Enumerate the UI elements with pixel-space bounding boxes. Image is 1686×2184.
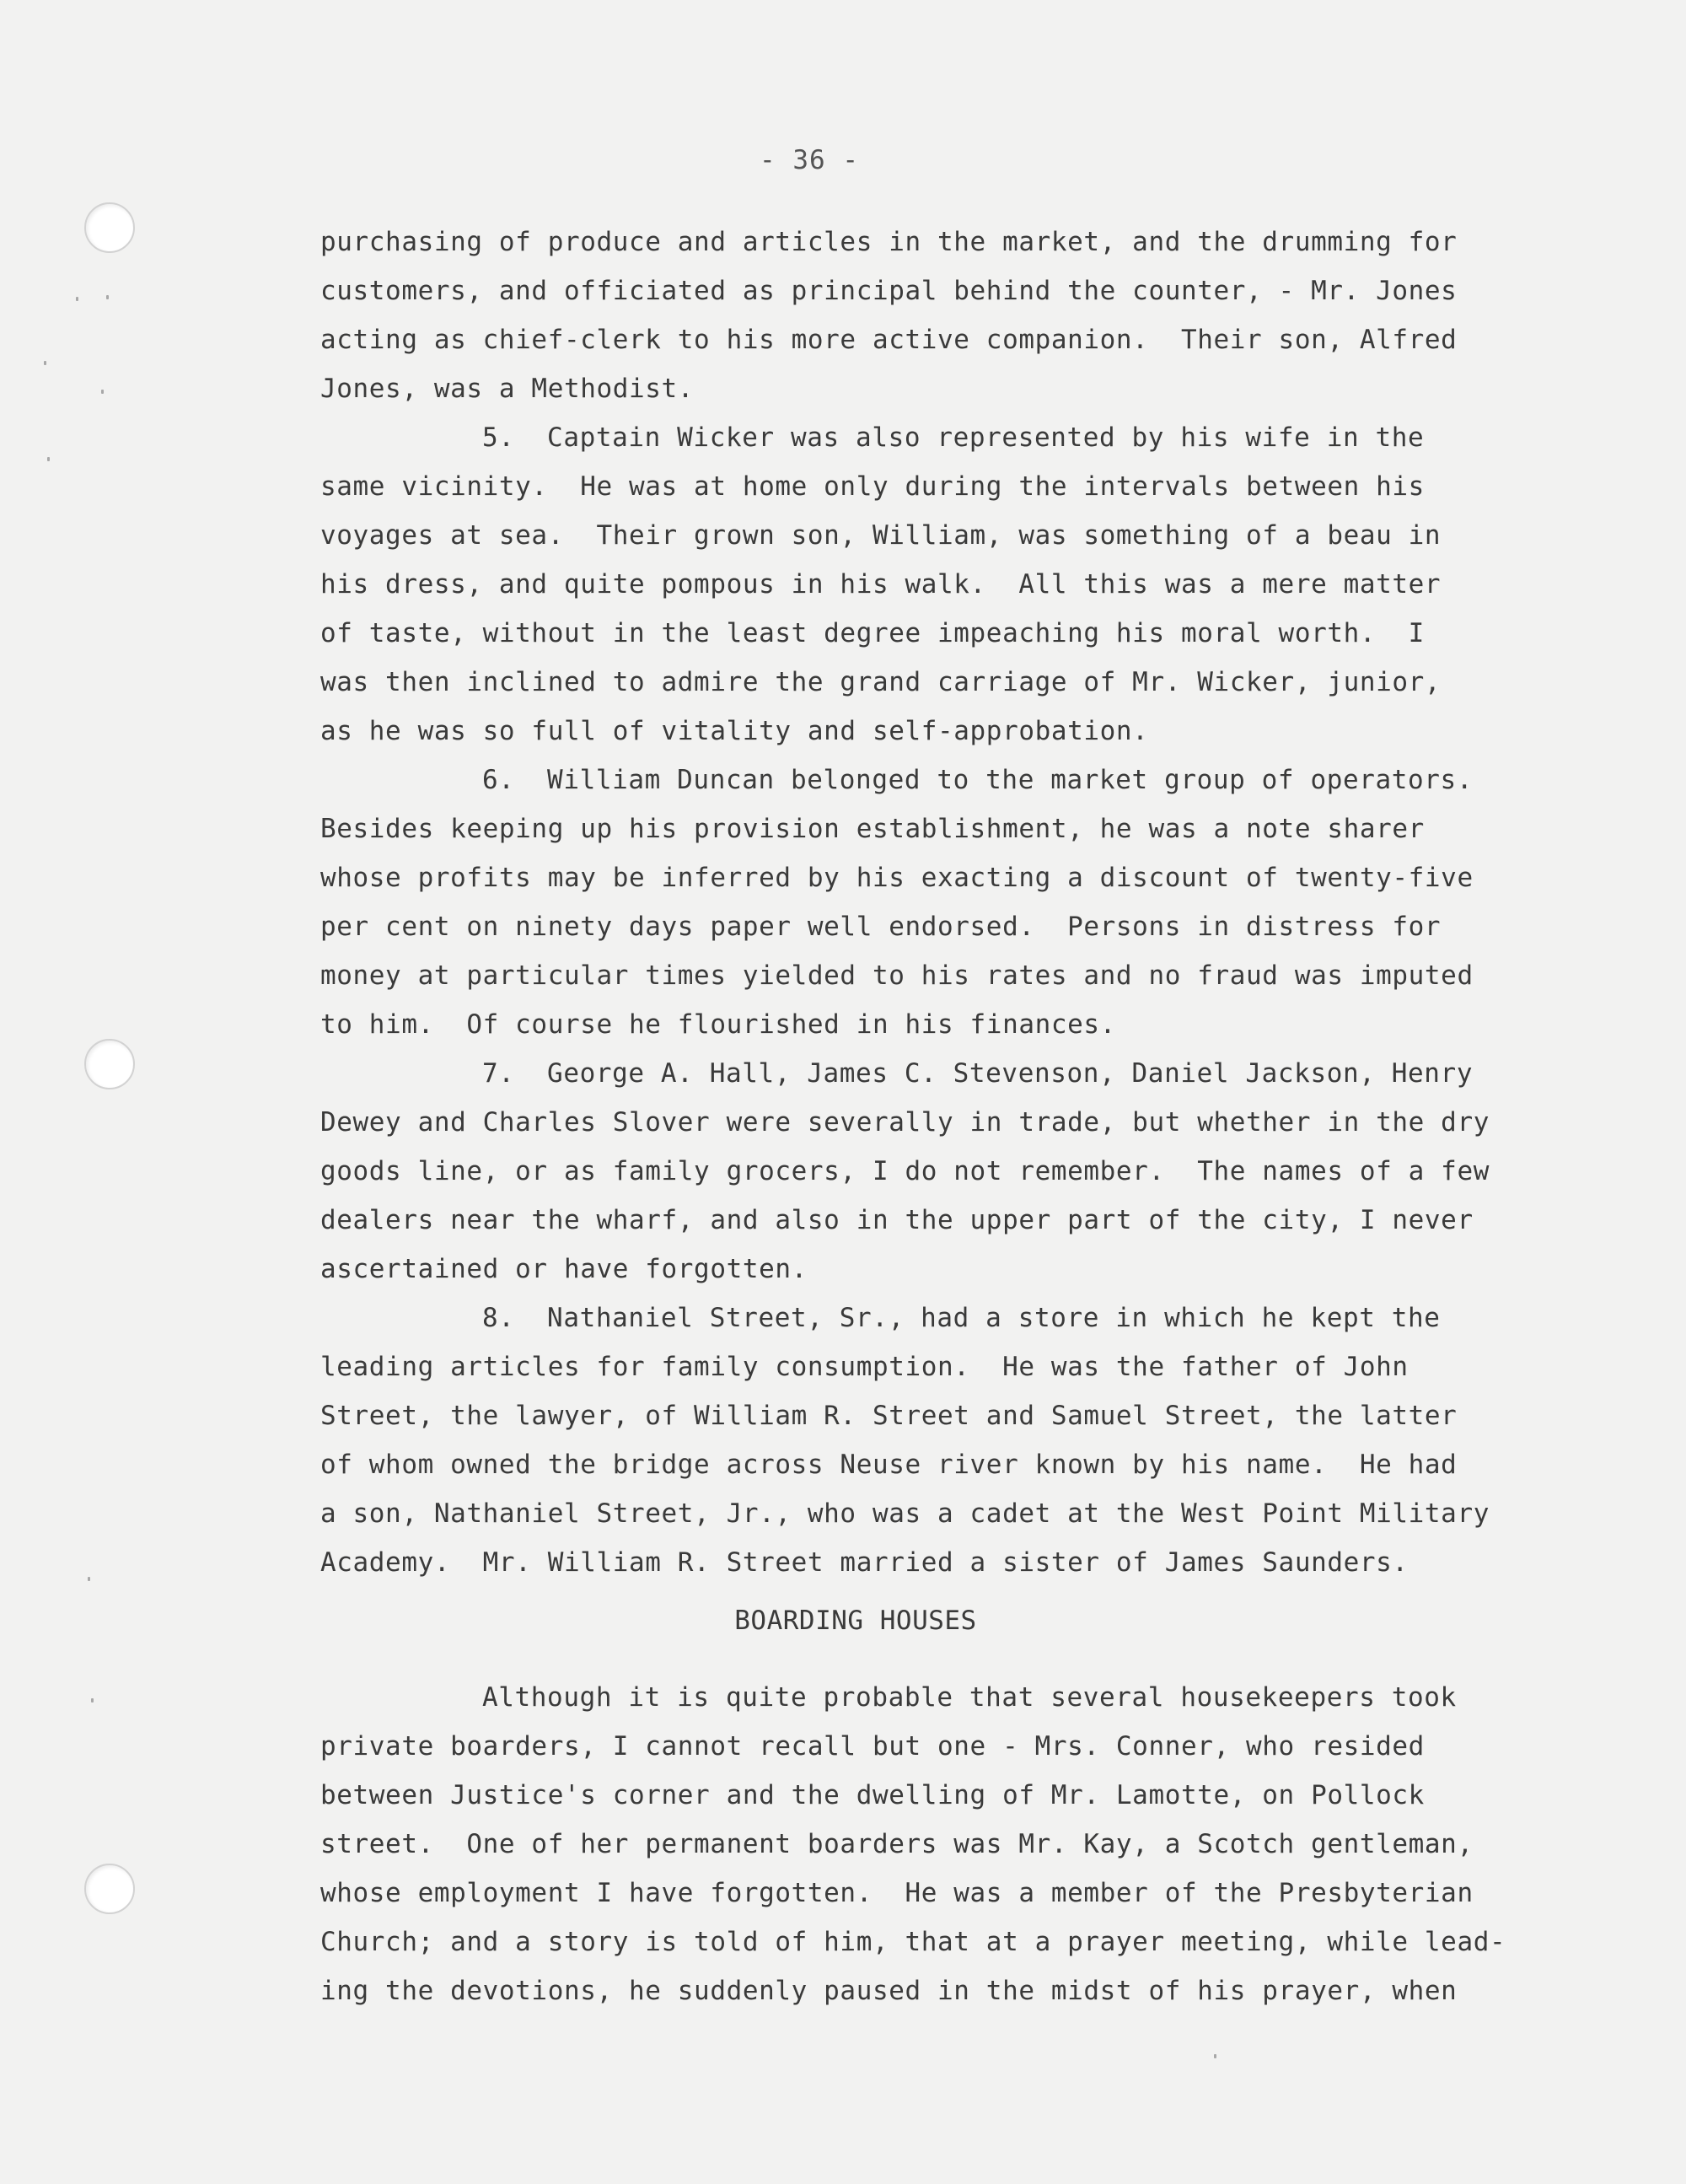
text-line: as he was so full of vitality and self-approbation.: [320, 716, 1149, 746]
text-line: Jones, was a Methodist.: [320, 374, 695, 404]
text-line: voyages at sea. Their grown son, William, was something of a beau in: [320, 520, 1442, 551]
text-line: money at particular times yielded to his rates and no fraud was imputed: [320, 960, 1474, 991]
text-line: Besides keeping up his provision establishment, he was a note sharer: [320, 814, 1425, 844]
margin-speck: [76, 297, 78, 301]
text-line: his dress, and quite pompous in his walk. All this was a mere matter: [320, 569, 1442, 600]
paragraph-7: [320, 1049, 1517, 1294]
text-line: of taste, without in the least degree impeaching his moral worth. I: [320, 618, 1425, 648]
text-line: Dewey and Charles Slover were severally in trade, but whether in the dry: [320, 1107, 1490, 1138]
page-number: - 36 -: [760, 145, 859, 175]
text-line: Church; and a story is told of him, that at a prayer meeting, while lead-: [320, 1927, 1506, 1957]
paragraph-boarding-houses: [320, 1673, 1517, 2015]
binder-hole-top: [84, 202, 135, 253]
text-line: 8. Nathaniel Street, Sr., had a store in which he kept the: [482, 1303, 1441, 1333]
text-line: acting as chief-clerk to his more active companion. Their son, Alfred: [320, 325, 1458, 355]
margin-speck: [47, 457, 50, 461]
text-line: same vicinity. He was at home only during the intervals between his: [320, 471, 1425, 502]
text-line: 6. William Duncan belonged to the market group of operators.: [482, 765, 1474, 795]
text-line: Street, the lawyer, of William R. Street and Samuel Street, the latter: [320, 1401, 1458, 1431]
text-line: purchasing of produce and articles in the market, and the drumming for: [320, 227, 1458, 257]
text-line: a son, Nathaniel Street, Jr., who was a cadet at the West Point Military: [320, 1498, 1490, 1529]
margin-speck: [101, 390, 104, 394]
text-line: was then inclined to admire the grand carriage of Mr. Wicker, junior,: [320, 667, 1442, 697]
text-line: ing the devotions, he suddenly paused in the midst of his prayer, when: [320, 1976, 1458, 2006]
margin-speck: [44, 361, 46, 365]
margin-speck: [91, 1698, 94, 1703]
text-line: private boarders, I cannot recall but one - Mrs. Conner, who resided: [320, 1731, 1425, 1762]
paragraph-continued: [320, 218, 1517, 413]
text-line: street. One of her permanent boarders was Mr. Kay, a Scotch gentleman,: [320, 1829, 1474, 1859]
text-line: 7. George A. Hall, James C. Stevenson, Daniel Jackson, Henry: [482, 1058, 1474, 1089]
section-heading: BOARDING HOUSES: [734, 1606, 977, 1636]
margin-speck: [106, 295, 109, 299]
text-line: ascertained or have forgotten.: [320, 1254, 808, 1284]
text-line: Academy. Mr. William R. Street married a sister of James Saunders.: [320, 1547, 1409, 1578]
text-line: goods line, or as family grocers, I do not remember. The names of a few: [320, 1156, 1490, 1186]
text-line: 5. Captain Wicker was also represented by his wife in the: [482, 422, 1425, 453]
margin-speck: [1214, 2054, 1216, 2058]
paragraph-6: [320, 756, 1517, 1049]
text-line: customers, and officiated as principal behind the counter, - Mr. Jones: [320, 276, 1458, 306]
text-line: to him. Of course he flourished in his finances.: [320, 1009, 1116, 1040]
margin-speck: [88, 1577, 90, 1581]
paragraph-8: [320, 1294, 1517, 1587]
binder-hole-middle: [84, 1039, 135, 1089]
text-line: dealers near the wharf, and also in the upper part of the city, I never: [320, 1205, 1474, 1235]
text-line: leading articles for family consumption. He was the father of John: [320, 1352, 1409, 1382]
text-line: whose profits may be inferred by his exacting a discount of twenty-five: [320, 863, 1474, 893]
text-line: between Justice's corner and the dwelling of Mr. Lamotte, on Pollock: [320, 1780, 1425, 1810]
text-line: whose employment I have forgotten. He was a member of the Presbyterian: [320, 1878, 1474, 1908]
paragraph-5: [320, 413, 1517, 756]
text-line: per cent on ninety days paper well endorsed. Persons in distress for: [320, 912, 1442, 942]
binder-hole-bottom: [84, 1864, 135, 1914]
text-line: of whom owned the bridge across Neuse river known by his name. He had: [320, 1450, 1458, 1480]
text-line: Although it is quite probable that several housekeepers took: [482, 1682, 1457, 1713]
